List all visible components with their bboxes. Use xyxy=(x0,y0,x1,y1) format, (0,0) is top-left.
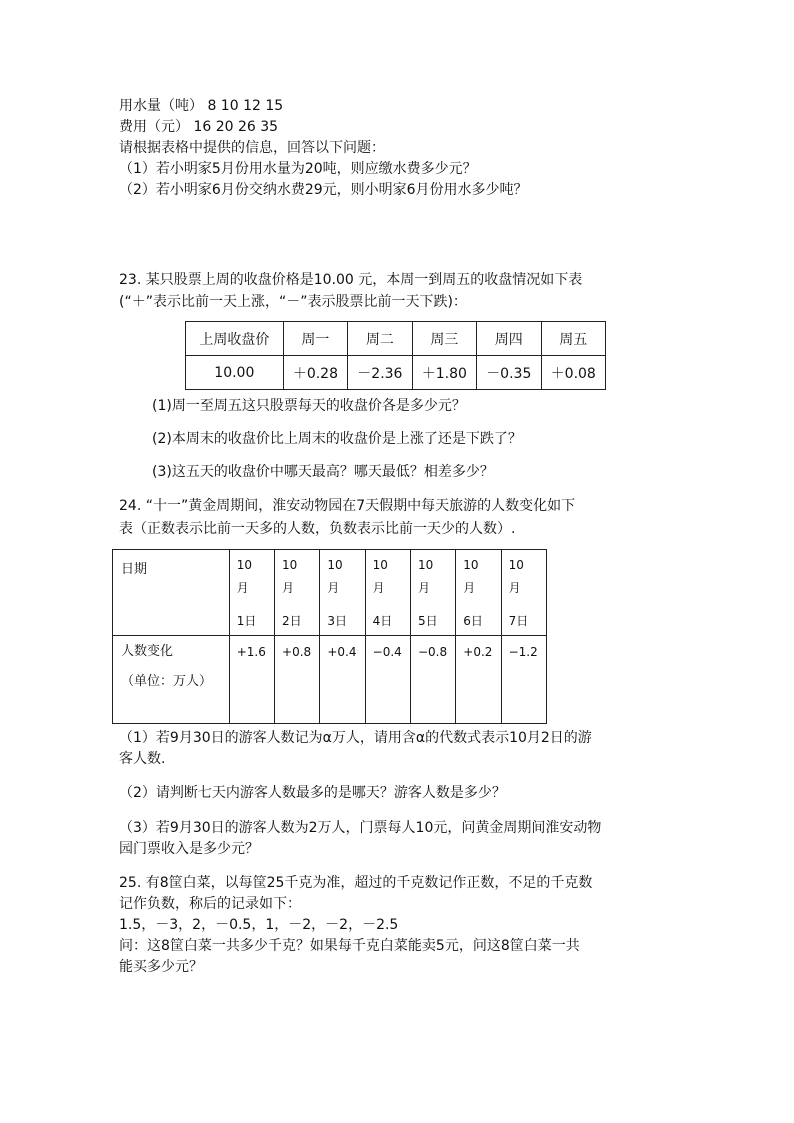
question-25-stem-line-1: 25. 有8筐白菜，以每筐25千克为准，超过的千克数记作正数，不足的千克数 xyxy=(119,875,593,891)
month-unit: 月 xyxy=(417,581,430,595)
table-header-row xyxy=(186,322,606,356)
question-24-part-2: （2）请判断七天内游客人数最多的是哪天？游客人数是多少？ xyxy=(119,785,506,801)
table-header-cell: 周一 xyxy=(283,322,347,356)
table-cell: －2.36 xyxy=(348,356,412,390)
month-number: 10 xyxy=(282,558,298,572)
question-24-part-3-line-1: （3）若9月30日的游客人数为2万人，门票每人10元，问黄金周期间淮安动物 xyxy=(119,820,602,836)
day-label: 4日 xyxy=(372,614,393,628)
table-cell: ＋0.28 xyxy=(283,356,347,390)
visitor-change-table xyxy=(112,549,547,724)
month-number: 10 xyxy=(236,558,252,572)
unit-label: （单位：万人） xyxy=(121,674,213,689)
day-label: 2日 xyxy=(282,614,302,628)
date-cell xyxy=(456,550,501,636)
date-label-cell: 日期 xyxy=(113,550,230,636)
table-cell: ＋1.80 xyxy=(412,356,476,390)
date-cell xyxy=(229,550,274,636)
month-number: 10 xyxy=(463,558,479,572)
table-header-cell: 周四 xyxy=(477,322,541,356)
month-unit: 月 xyxy=(236,581,249,595)
date-cell xyxy=(501,550,546,636)
weight-records: 1.5，－3，2，－0.5，1，－2，－2，－2.5 xyxy=(119,917,399,933)
date-cell xyxy=(275,550,320,636)
month-unit: 月 xyxy=(327,581,340,595)
table-cell: +0.2 xyxy=(456,636,501,724)
instruction-text: 请根据表格中提供的信息，回答以下问题： xyxy=(119,140,385,156)
table-cell: 10.00 xyxy=(186,356,284,390)
question-24-part-1-line-2: 客人数. xyxy=(119,751,166,767)
day-label: 6日 xyxy=(463,614,483,628)
question-24-part-1-line-1: （1）若9月30日的游客人数记为α万人，请用含α的代数式表示10月2日的游 xyxy=(119,730,592,746)
table-header-cell: 上周收盘价 xyxy=(186,322,284,356)
question-23-part-3: (3)这五天的收盘价中哪天最高？哪天最低？相差多少？ xyxy=(152,464,494,480)
question-25-ask-line-2: 能买多少元？ xyxy=(119,959,203,975)
question-25-stem-line-2: 记作负数，称后的记录如下： xyxy=(119,896,301,912)
table-cell: ＋0.08 xyxy=(541,356,606,390)
change-label-cell xyxy=(113,636,230,724)
month-unit: 月 xyxy=(508,581,521,595)
month-unit: 月 xyxy=(282,581,295,595)
table-row xyxy=(113,636,547,724)
cost-row-text: 费用（元） 16 20 26 35 xyxy=(119,119,279,135)
table-cell: −0.8 xyxy=(410,636,455,724)
table-header-cell: 周五 xyxy=(541,322,606,356)
change-label: 人数变化 xyxy=(121,644,174,659)
day-label: 3日 xyxy=(327,614,347,628)
day-label: 1日 xyxy=(236,614,257,628)
table-cell: +1.6 xyxy=(229,636,274,724)
date-cell xyxy=(410,550,455,636)
table-cell: −1.2 xyxy=(501,636,546,724)
table-cell: －0.35 xyxy=(477,356,541,390)
question-24-stem-line-1: 24. “十一”黄金周期间，淮安动物园在7天假期中每天旅游的人数变化如下 xyxy=(119,498,576,514)
question-25-ask-line-1: 问：这8筐白菜一共多少千克？如果每千克白菜能卖5元，问这8筐白菜一共 xyxy=(119,938,580,954)
month-number: 10 xyxy=(417,558,434,572)
table-row xyxy=(186,356,606,390)
table-cell: +0.8 xyxy=(275,636,320,724)
month-number: 10 xyxy=(327,558,343,572)
question-22-part-1: （1）若小明家5月份用水量为20吨，则应缴水费多少元？ xyxy=(119,161,477,177)
question-23-part-1: (1)周一至周五这只股票每天的收盘价各是多少元？ xyxy=(152,398,466,414)
question-24-stem-line-2: 表（正数表示比前一天多的人数，负数表示比前一天少的人数）. xyxy=(119,521,516,537)
month-unit: 月 xyxy=(463,581,476,595)
stock-price-table xyxy=(185,321,606,390)
table-cell: +0.4 xyxy=(320,636,365,724)
day-label: 5日 xyxy=(417,614,438,628)
table-header-cell: 周二 xyxy=(348,322,412,356)
date-cell xyxy=(320,550,365,636)
table-cell: −0.4 xyxy=(365,636,410,724)
question-23-stem-line-1: 23. 某只股票上周的收盘价格是10.00 元，本周一到周五的收盘情况如下表 xyxy=(119,272,583,288)
month-number: 10 xyxy=(508,558,524,572)
table-header-cell: 周三 xyxy=(412,322,476,356)
question-24-part-3-line-2: 园门票收入是多少元？ xyxy=(119,841,259,857)
date-cell xyxy=(365,550,410,636)
question-23-part-2: (2)本周末的收盘价比上周末的收盘价是上涨了还是下跌了？ xyxy=(152,431,522,447)
table-header-row xyxy=(113,550,547,636)
day-label: 7日 xyxy=(508,614,529,628)
usage-row-text: 用水量（吨） 8 10 12 15 xyxy=(119,98,284,114)
question-23-stem-line-2: (“＋”表示比前一天上涨，“－”表示股票比前一天下跌)： xyxy=(119,294,467,310)
month-number: 10 xyxy=(372,558,388,572)
question-22-part-2: （2）若小明家6月份交纳水费29元，则小明家6月份用水多少吨？ xyxy=(119,182,528,198)
month-unit: 月 xyxy=(372,581,385,595)
